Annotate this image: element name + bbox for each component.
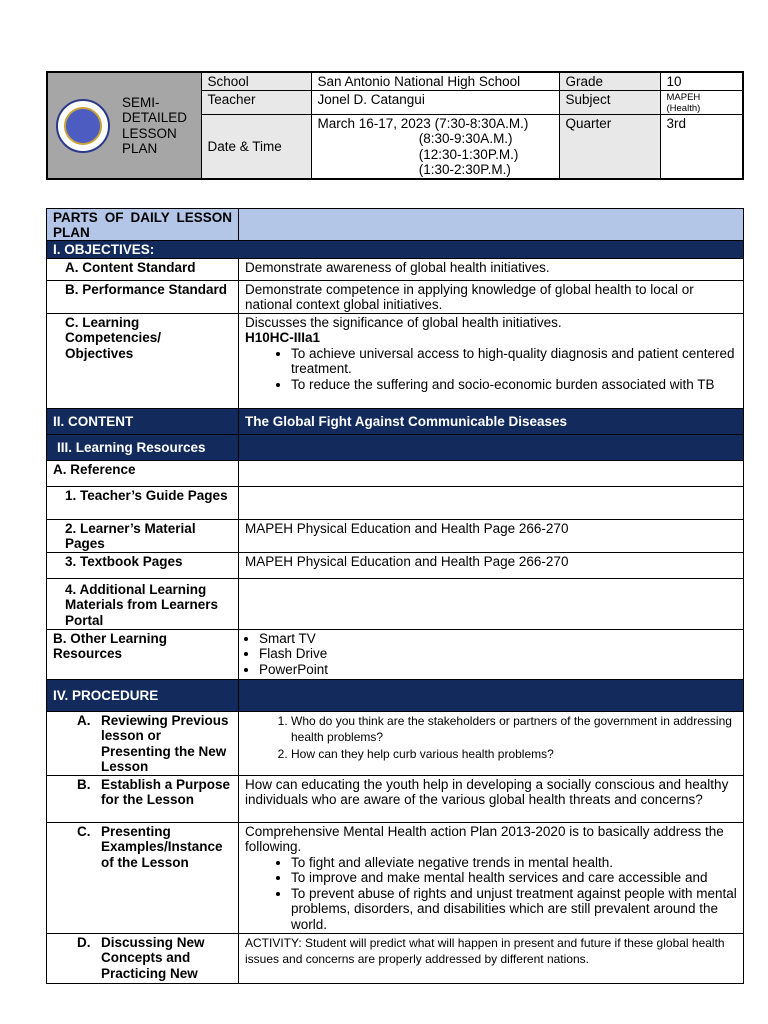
other-resources-list <box>245 631 737 678</box>
proc-d-label: Discussing New Concepts and Practicing New <box>101 934 205 981</box>
school-value: San Antonio National High School <box>311 72 559 90</box>
proc-a-list <box>245 713 737 763</box>
list-item: • PowerPoint <box>259 662 737 678</box>
proc-d-letter: D. <box>77 934 91 950</box>
datetime-label: Date & Time <box>201 114 311 179</box>
content-value: The Global Fight Against Communicable Diseases <box>239 408 744 434</box>
objectives-header: I. OBJECTIVES: <box>47 241 744 259</box>
proc-a-value <box>239 711 744 775</box>
competencies-value <box>239 313 744 408</box>
content-header: II. CONTENT <box>47 408 239 434</box>
proc-d-value: ACTIVITY: Student will predict what will happen in present and future if these global health issues and concerns are properly addressed by different nations. <box>239 933 744 983</box>
lesson-header-table <box>46 71 744 180</box>
teacher-label: Teacher <box>201 90 311 114</box>
proc-d-label-cell <box>47 933 239 983</box>
subject-value: MAPEH (Health) <box>660 90 743 114</box>
content-standard-label: A. Content Standard <box>47 258 239 280</box>
proc-c-label: Presenting Examples/Instance of the Lesson <box>101 823 223 870</box>
reference-label: A. Reference <box>47 460 239 486</box>
reference-value <box>239 460 744 486</box>
grade-value: 10 <box>660 72 743 90</box>
lesson-plan-table <box>46 208 744 984</box>
parts-header-blank <box>239 209 744 241</box>
competencies-text: Discusses the significance of global health initiatives. <box>245 314 562 330</box>
competencies-list <box>245 346 737 393</box>
textbook-label: 3. Textbook Pages <box>47 552 239 578</box>
list-item: • To prevent abuse of rights and unjust treatment against people with mental problems, disorders, and disabilities which are still prevalent around the world. <box>291 886 737 933</box>
teachers-guide-label: 1. Teacher’s Guide Pages <box>47 486 239 519</box>
performance-standard-label: B. Performance Standard <box>47 280 239 313</box>
proc-c-label-cell <box>47 822 239 933</box>
performance-standard-value: Demonstrate competence in applying knowledge of global health to local or national context global initiatives. <box>239 280 744 313</box>
proc-b-letter: B. <box>77 776 91 792</box>
subject-label: Subject <box>559 90 660 114</box>
proc-a-letter: A. <box>77 712 91 728</box>
list-item: • Smart TV <box>259 631 737 647</box>
list-item: • To improve and make mental health services and care accessible and <box>291 870 737 886</box>
proc-c-text: Comprehensive Mental Health action Plan 2013-2020 is to basically address the following. <box>245 823 724 854</box>
resources-header: III. Learning Resources <box>47 434 239 460</box>
list-item: • Flash Drive <box>259 646 737 662</box>
plan-title: SEMI- DETAILED LESSON PLAN <box>122 94 188 156</box>
header-logo-cell <box>47 72 201 179</box>
proc-c-letter: C. <box>77 823 91 839</box>
procedure-header: IV. PROCEDURE <box>47 679 239 711</box>
proc-a-label-cell <box>47 711 239 775</box>
teacher-value: Jonel D. Catangui <box>311 90 559 114</box>
other-resources-label: B. Other Learning Resources <box>47 629 239 679</box>
procedure-header-blank <box>239 679 744 711</box>
list-item: 2. How can they help curb various health problems? <box>291 746 737 763</box>
competencies-code: H10HC-IIIa1 <box>245 330 321 345</box>
additional-materials-label: 4. Additional Learning Materials from Learners Portal <box>47 578 239 629</box>
parts-header: PARTS OF DAILY LESSON PLAN <box>47 209 239 241</box>
textbook-value: MAPEH Physical Education and Health Page 266-270 <box>239 552 744 578</box>
proc-b-label: Establish a Purpose for the Lesson <box>101 776 231 807</box>
quarter-label: Quarter <box>559 114 660 179</box>
list-item: • To fight and alleviate negative trends in mental health. <box>291 855 737 871</box>
quarter-value: 3rd <box>660 114 743 179</box>
proc-c-value <box>239 822 744 933</box>
list-item: 1. Who do you think are the stakeholders or partners of the government in addressing health problems? <box>291 713 737 746</box>
list-item: • To achieve universal access to high-quality diagnosis and patient centered treatment. <box>291 346 737 377</box>
learners-material-value: MAPEH Physical Education and Health Page 266-270 <box>239 519 744 552</box>
list-item: • To reduce the suffering and socio-economic burden associated with TB <box>291 377 737 393</box>
teachers-guide-value <box>239 486 744 519</box>
deped-seal-icon <box>56 99 110 153</box>
proc-b-label-cell <box>47 775 239 822</box>
school-label: School <box>201 72 311 90</box>
other-resources-value <box>239 629 744 679</box>
additional-materials-value <box>239 578 744 629</box>
grade-label: Grade <box>559 72 660 90</box>
learners-material-label: 2. Learner’s Material Pages <box>47 519 239 552</box>
resources-header-blank <box>239 434 744 460</box>
datetime-value: March 16-17, 2023 (7:30-8:30A.M.) (8:30-9:30A.M.) (12:30-1:30P.M.) (1:30-2:30P.M.) <box>311 114 559 179</box>
proc-a-label: Reviewing Previous lesson or Presenting the New Lesson <box>101 712 229 774</box>
content-standard-value: Demonstrate awareness of global health initiatives. <box>239 258 744 280</box>
proc-b-value: How can educating the youth help in developing a socially conscious and healthy individuals who are aware of the various global health threats and concerns? <box>239 775 744 822</box>
proc-c-list <box>245 855 737 933</box>
competencies-label: C. Learning Competencies/ Objectives <box>47 313 239 408</box>
